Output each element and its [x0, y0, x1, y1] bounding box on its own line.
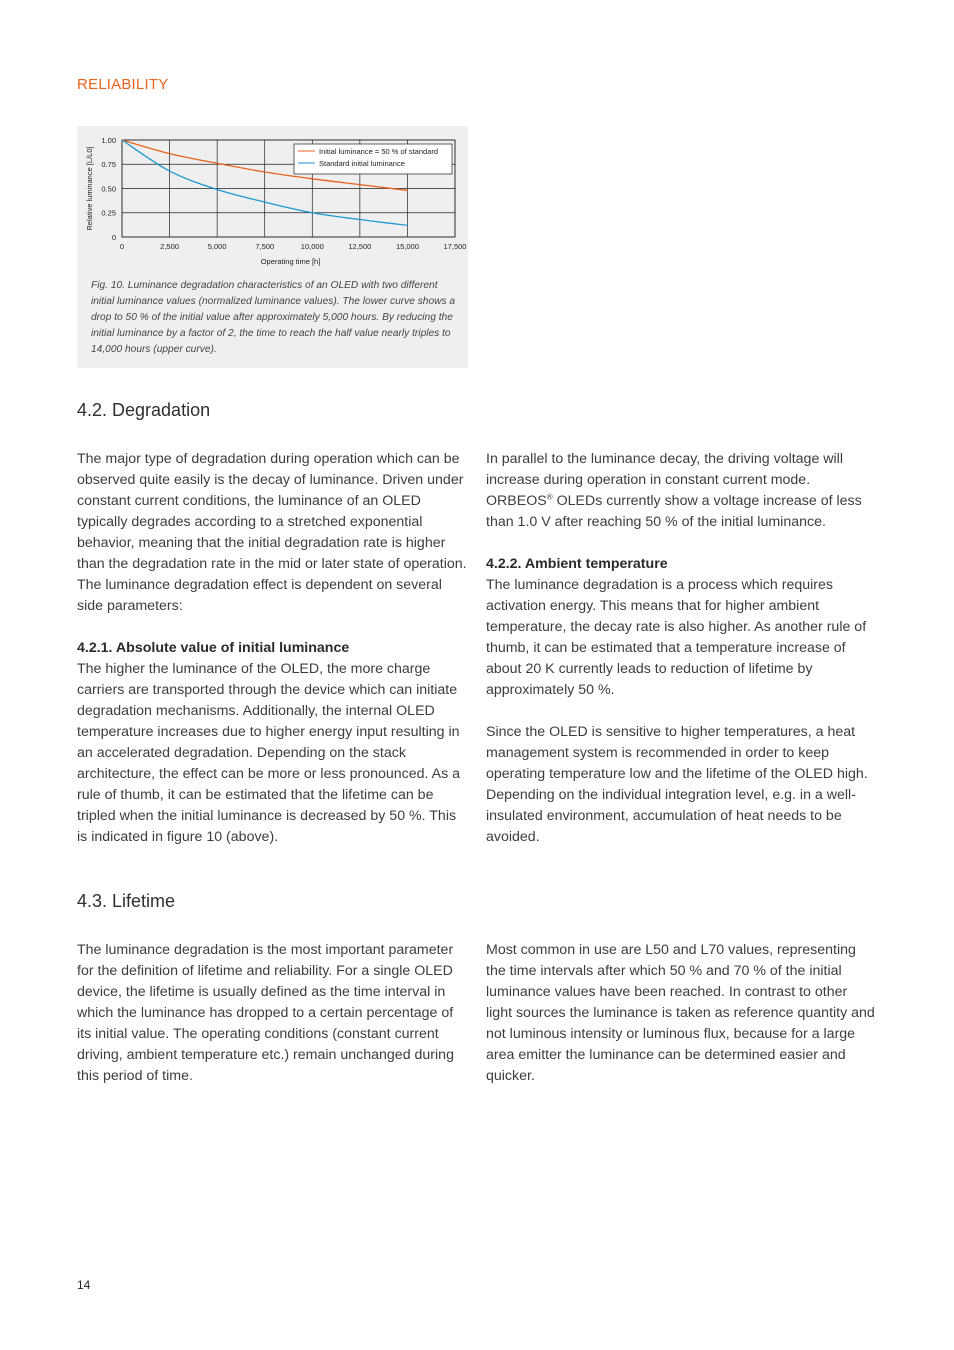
degradation-intro: The major type of degradation during operation which can be observed quite easily is the decay of luminance. Driven under constant current conditions, the luminance of an OLED typically degrades according to a stretched exponential behavior, meaning that the initial degradation rate is higher than the degradation rate in the mid or later state of operation. The luminance degradation effect is dependent on several side parameters:	[77, 451, 467, 614]
luminance-chart	[77, 126, 468, 271]
legend-label: Standard initial luminance	[319, 159, 405, 168]
section-title-lifetime: 4.3. Lifetime	[77, 891, 176, 911]
y-tick-label: 0.75	[101, 160, 116, 170]
x-tick-label: 17,500	[443, 242, 467, 251]
x-tick-label: 7,500	[255, 242, 275, 251]
lifetime-definition-text: The luminance degradation is the most important parameter for the definition of lifetime and reliability. For a single OLED device, the lifetime is usually defined as the time interval in which the luminance has dropped to a certain percentage of its initial value. The operating conditions (constant current driving, ambient temperature etc.) remain unchanged during this period of time.	[77, 942, 454, 1084]
y-tick-label: 0.25	[101, 208, 116, 218]
figure-10	[77, 126, 468, 368]
figure-caption: Fig. 10. Luminance degradation characteristics of an OLED with two different initial luminance values (normalized luminance values). The lower curve shows a drop to 50 % of the initial value after approximately 5,000 hours. By reducing the initial luminance by a factor of 2, the time to reach the half value nearly triples to 14,000 hours (upper curve).	[91, 280, 456, 355]
x-tick-label: 5,000	[207, 242, 227, 251]
degradation-right-column	[486, 449, 876, 869]
lifetime-right-column	[486, 940, 876, 1108]
registered-mark: ®	[546, 492, 553, 502]
x-tick-label: 0	[119, 242, 125, 251]
ambient-temperature-text: The luminance degradation is a process which requires activation energy. This means that for higher ambient temperature, the decay rate is also higher. As another rule of thumb, it can be estimated that a temperature increase of about 20 K currently leads to reduction of lifetime by approximately 50 %.	[486, 577, 867, 698]
initial-luminance-text: The higher the luminance of the OLED, the more charge carriers are transported through the device which can initiate degradation mechanisms. Additionally, the internal OLED temperature increases due to higher energy input resulting in an accelerated degradation. Depending on the stack architecture, the effect can be more or less pronounced. As a rule of thumb, it can be estimated that the lifetime can be tripled when the initial luminance is decreased by 50 %. This is indicated in figure 10 (above).	[77, 661, 461, 845]
x-tick-label: 15,000	[395, 242, 419, 251]
x-tick-label: 12,500	[348, 242, 372, 251]
legend-label: Initial luminance = 50 % of standard	[319, 147, 439, 156]
subsection-title-ambient-temperature: 4.2.2. Ambient temperature	[486, 556, 668, 572]
subsection-title-initial-luminance: 4.2.1. Absolute value of initial luminance	[77, 640, 350, 656]
section-label: RELIABILITY	[77, 76, 169, 93]
page-number: 14	[77, 1278, 91, 1292]
lifetime-values-text: Most common in use are L50 and L70 values, representing the time intervals after which 50 % and 70 % of the initial luminance values have been reached. In contrast to other light sources the luminance is taken as reference quantity and not luminous intensity or luminous flux, because for a large area emitter the luminance can be determined easier and quicker.	[486, 942, 875, 1084]
degradation-left-column	[77, 449, 467, 869]
y-axis-label: Relative luminance [L/L0]	[85, 146, 94, 231]
voltage-text: In parallel to the luminance decay, the driving voltage will increase during operation in constant current mode. ORBEOS® OLEDs currently show a voltage increase of less than 1.0 V after reaching 50 % of the initial luminance.	[486, 451, 862, 530]
x-axis-label: Operating time [h]	[260, 257, 321, 266]
x-tick-label: 10,000	[300, 242, 324, 251]
x-tick-label: 2,500	[160, 242, 179, 251]
y-tick-label: 0.50	[101, 184, 116, 194]
y-tick-label: 1.00	[101, 135, 116, 145]
heat-management-text: Since the OLED is sensitive to higher temperatures, a heat management system is recommended in order to keep operating temperature low and the lifetime of the OLED high. Depending on the individual integration level, e.g. in a well-insulated environment, accumulation of heat needs to be avoided.	[486, 724, 868, 845]
section-title-degradation: 4.2. Degradation	[77, 400, 211, 420]
lifetime-left-column	[77, 940, 467, 1108]
y-tick-label: 0	[111, 232, 116, 242]
